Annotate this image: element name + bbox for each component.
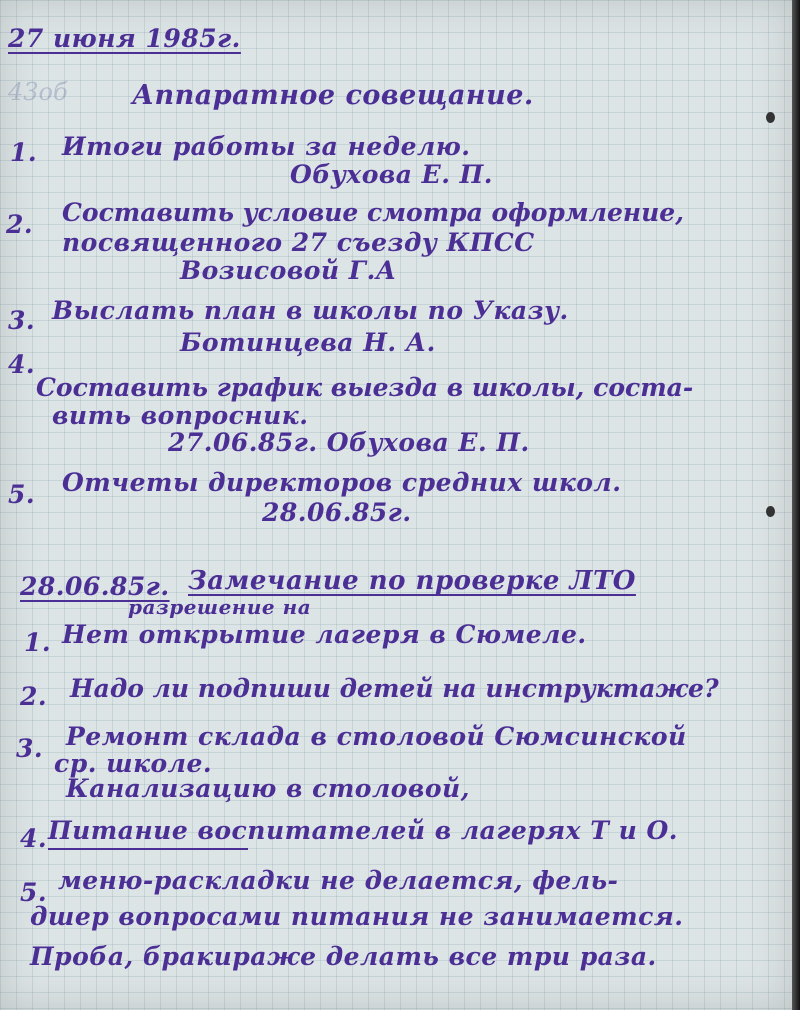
page-edge [792,0,800,1010]
agenda-item-number: 2. [6,210,34,239]
remark-text: Канализацию в столовой, [66,774,470,803]
remark-text: Ремонт склада в столовой Сюмсинской [66,722,687,751]
remark-number: 5. [20,878,48,907]
agenda-item-text: Выслать план в школы по Указу. [52,296,569,325]
agenda-item-text: вить вопросник. [52,401,309,430]
remarks-date: 28.06.85г. [20,572,170,601]
agenda-item-number: 3. [8,306,36,335]
remark-text: дшер вопросами питания не занимается. [30,902,684,931]
remark-number: 3. [16,734,44,763]
remark-underline [48,848,248,850]
remarks-insertion: разрешение на [128,595,312,619]
remark-number: 1. [24,628,52,657]
page-title: Аппаратное совещание. [132,80,534,111]
agenda-item-responsible: Возисовой Г.А [180,256,397,285]
agenda-item-number: 5. [8,480,36,509]
agenda-item-text: посвященного 27 съезду КПСС [62,228,535,257]
margin-note: 43об [8,78,68,106]
page-date: 27 июня 1985г. [8,24,241,53]
remark-number: 4. [20,824,48,853]
remark-text: Питание воспитателей в лагерях Т и О. [48,816,678,845]
remark-text: ср. школе. [54,749,213,778]
agenda-item-text: Составить условие смотра оформление, [62,198,684,227]
agenda-item-responsible: 27.06.85г. Обухова Е. П. [168,428,530,457]
agenda-item-responsible: 28.06.85г. [262,498,412,527]
agenda-item-text: Отчеты директоров средних школ. [62,468,622,497]
agenda-item-number: 4. [8,350,36,379]
remark-number: 2. [20,682,48,711]
binder-hole [766,506,775,517]
agenda-item-text: Составить график выезда в школы, соста- [36,373,694,402]
binder-hole [766,112,775,123]
agenda-item-responsible: Ботинцева Н. А. [180,328,436,357]
remark-text: Проба, бракираже делать все три раза. [30,942,657,971]
agenda-item-responsible: Обухова Е. П. [290,160,493,189]
remarks-title: Замечание по проверке ЛТО [188,566,636,596]
agenda-item-text: Итоги работы за неделю. [62,132,471,161]
agenda-item-number: 1. [10,138,38,167]
remark-text: Надо ли подпиши детей на инструктаже? [70,674,719,703]
remark-text: Нет открытие лагеря в Сюмеле. [62,620,587,649]
remark-text: меню-раскладки не делается, фель- [58,866,619,895]
